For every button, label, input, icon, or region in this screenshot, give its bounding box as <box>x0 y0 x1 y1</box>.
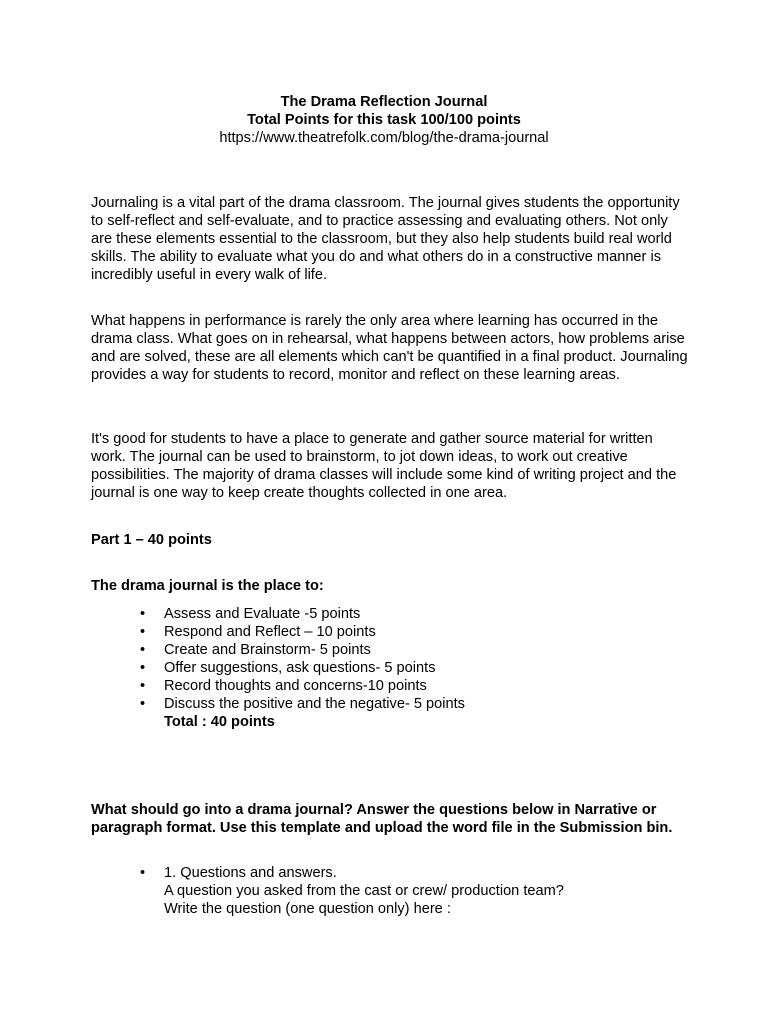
source-url: https://www.theatrefolk.com/blog/the-drama-journal <box>219 130 549 146</box>
list-item: • Respond and Reflect – 10 points <box>91 623 691 641</box>
paragraph-text: It's good for students to have a place to generate and gather source material for written work. The journal can be used to brainstorm, to jot down ideas, to work out creative possibilities. The majority of drama classes will include some kind of writing project and the journal is one way to keep create thoughts collected in one area. <box>91 431 677 501</box>
document-title: The Drama Reflection Journal <box>280 94 488 110</box>
part1-list-container <box>91 605 691 731</box>
total-points-line: Total Points for this task 100/100 points <box>247 112 521 128</box>
list-item: • Create and Brainstorm- 5 points <box>91 641 691 659</box>
part1-total: Total : 40 points <box>164 714 275 730</box>
instructions-paragraph: What should go into a drama journal? Answer the questions below in Narrative or paragraph format. Use this template and upload the word file in the Submission bin. <box>91 802 673 836</box>
part1-heading: Part 1 – 40 points <box>91 532 212 548</box>
list-item: • Record thoughts and concerns-10 points <box>91 677 691 695</box>
list-item: • 1. Questions and answers. <box>91 864 691 882</box>
questions-list <box>91 864 691 882</box>
question-write-here: Write the question (one question only) here : <box>164 901 451 917</box>
writing-paragraph <box>91 430 691 502</box>
questions-section <box>91 864 691 918</box>
paragraph-text: Journaling is a vital part of the drama classroom. The journal gives students the opportunity to self-reflect and self-evaluate, and to practice assessing and evaluating others. Not only are these elements essential to the classroom, but they also help students build real world skills. The ability to evaluate what you do and what others do in a constructive manner is incredibly useful in every walk of life. <box>91 195 680 283</box>
list-item: • Assess and Evaluate -5 points <box>91 605 691 623</box>
document-header <box>0 93 768 147</box>
part1-subheading: The drama journal is the place to: <box>91 578 324 594</box>
list-item: • Offer suggestions, ask questions- 5 points <box>91 659 691 677</box>
list-item: • Discuss the positive and the negative- 5 points <box>91 695 691 713</box>
paragraph-text: What happens in performance is rarely the only area where learning has occurred in the drama class. What goes on in rehearsal, what happens between actors, how problems arise and are solved, these are all elements which can't be quantified in a final product. Journaling provides a way for students to record, monitor and reflect on these learning areas. <box>91 313 688 383</box>
performance-paragraph <box>91 312 691 384</box>
intro-paragraph <box>91 194 691 284</box>
part1-bullet-list <box>91 605 691 713</box>
question-prompt: A question you asked from the cast or crew/ production team? <box>164 883 564 899</box>
